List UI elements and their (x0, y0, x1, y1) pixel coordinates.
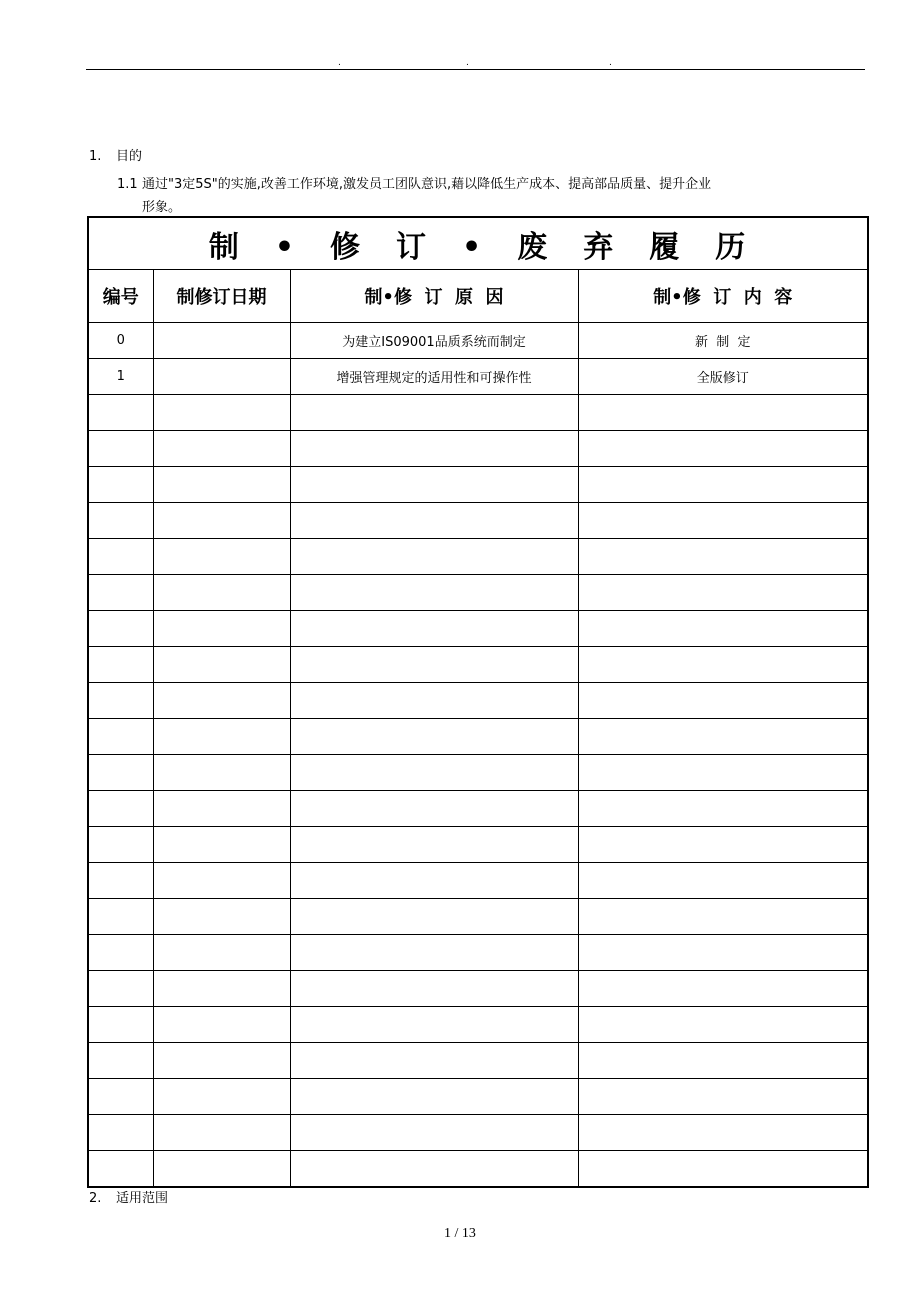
empty-cell (88, 827, 153, 863)
page-number: 1 / 13 (444, 1226, 476, 1241)
title-char: 订 (396, 229, 428, 265)
table-row (88, 1079, 868, 1115)
empty-cell (88, 971, 153, 1007)
empty-cell (578, 611, 868, 647)
empty-cell (578, 899, 868, 935)
empty-cell (153, 791, 290, 827)
empty-cell (153, 683, 290, 719)
empty-cell (578, 395, 868, 431)
table-row (88, 827, 868, 863)
empty-cell (578, 1007, 868, 1043)
header-dot: . (338, 58, 341, 68)
empty-cell (290, 1115, 578, 1151)
column-header-date: 制修订日期 (153, 270, 290, 323)
empty-cell (153, 1151, 290, 1188)
cell-reason: 增强管理规定的适用性和可操作性 (290, 359, 578, 395)
section-1-1-paragraph (117, 173, 869, 219)
empty-cell (153, 827, 290, 863)
empty-cell (153, 719, 290, 755)
empty-cell (153, 395, 290, 431)
table-row (88, 719, 868, 755)
table-row (88, 431, 868, 467)
table-row (88, 647, 868, 683)
title-char: 弃 (583, 229, 616, 265)
empty-cell (290, 1043, 578, 1079)
column-header-content: 制•修 订 内 容 (578, 270, 868, 323)
empty-cell (153, 1115, 290, 1151)
empty-cell (290, 611, 578, 647)
section-1-heading (89, 149, 142, 165)
empty-cell (290, 503, 578, 539)
empty-cell (153, 863, 290, 899)
table-row (88, 611, 868, 647)
cell-content: 新 制 定 (578, 323, 868, 359)
empty-cell (578, 683, 868, 719)
cell-date (153, 359, 290, 395)
empty-cell (88, 791, 153, 827)
table-row (88, 1115, 868, 1151)
empty-cell (578, 755, 868, 791)
cell-number: 1 (88, 359, 153, 395)
table-row (88, 359, 868, 395)
title-char: 履 (649, 229, 682, 265)
empty-cell (290, 863, 578, 899)
empty-cell (290, 1151, 578, 1188)
table-row (88, 395, 868, 431)
empty-cell (88, 899, 153, 935)
empty-cell (290, 827, 578, 863)
column-header-number: 编号 (88, 270, 153, 323)
empty-cell (88, 611, 153, 647)
empty-cell (88, 719, 153, 755)
empty-cell (88, 1115, 153, 1151)
table-row (88, 971, 868, 1007)
empty-cell (153, 575, 290, 611)
item-text-line1: 通过"3定5S"的实施,改善工作环境,激发员工团队意识,藉以降低生产成本、提高部品质量、提升企业 (142, 177, 712, 192)
empty-cell (290, 431, 578, 467)
title-char: 废 (517, 229, 550, 265)
empty-cell (88, 467, 153, 503)
empty-cell (153, 611, 290, 647)
empty-cell (290, 1079, 578, 1115)
empty-cell (578, 791, 868, 827)
empty-cell (88, 683, 153, 719)
table-row (88, 899, 868, 935)
empty-cell (88, 863, 153, 899)
empty-rows (88, 395, 868, 1188)
title-char: 修 (330, 229, 362, 265)
title-char: 历 (715, 229, 748, 265)
empty-cell (153, 935, 290, 971)
table-row (88, 503, 868, 539)
table-row (88, 935, 868, 971)
empty-cell (153, 1007, 290, 1043)
table-title (88, 217, 868, 270)
item-text-line2: 形象。 (142, 200, 182, 215)
table-row (88, 755, 868, 791)
empty-cell (290, 647, 578, 683)
empty-cell (153, 647, 290, 683)
empty-cell (578, 539, 868, 575)
table-row (88, 575, 868, 611)
empty-cell (88, 647, 153, 683)
empty-cell (578, 827, 868, 863)
cell-content: 全版修订 (578, 359, 868, 395)
section-2-heading (89, 1191, 168, 1207)
table-row (88, 1007, 868, 1043)
table-row (88, 467, 868, 503)
header-rule (86, 69, 865, 70)
empty-cell (578, 935, 868, 971)
empty-cell (153, 971, 290, 1007)
empty-cell (578, 719, 868, 755)
empty-cell (578, 503, 868, 539)
section-number: 1. (89, 149, 102, 164)
empty-cell (153, 1079, 290, 1115)
title-char: • (274, 229, 296, 265)
empty-cell (290, 971, 578, 1007)
table-row (88, 791, 868, 827)
section-number: 2. (89, 1191, 102, 1206)
empty-cell (290, 539, 578, 575)
empty-cell (88, 1079, 153, 1115)
empty-cell (578, 431, 868, 467)
section-title: 目的 (116, 149, 143, 164)
table-row (88, 683, 868, 719)
empty-cell (290, 467, 578, 503)
empty-cell (290, 683, 578, 719)
empty-cell (153, 1043, 290, 1079)
empty-cell (578, 467, 868, 503)
empty-cell (153, 467, 290, 503)
empty-cell (578, 575, 868, 611)
cell-reason: 为建立IS09001品质系统而制定 (290, 323, 578, 359)
empty-cell (290, 719, 578, 755)
empty-cell (88, 755, 153, 791)
empty-cell (153, 503, 290, 539)
table-row (88, 1043, 868, 1079)
empty-cell (578, 1079, 868, 1115)
revision-history-table (87, 216, 869, 1188)
title-char: • (462, 229, 484, 265)
empty-cell (153, 431, 290, 467)
empty-cell (290, 575, 578, 611)
empty-cell (88, 575, 153, 611)
cell-number: 0 (88, 323, 153, 359)
table-row (88, 323, 868, 359)
empty-cell (88, 395, 153, 431)
column-header-reason: 制•修 订 原 因 (290, 270, 578, 323)
table-row (88, 1151, 868, 1188)
empty-cell (578, 1115, 868, 1151)
empty-cell (153, 899, 290, 935)
empty-cell (290, 755, 578, 791)
table-row (88, 863, 868, 899)
empty-cell (88, 431, 153, 467)
empty-cell (578, 647, 868, 683)
empty-cell (290, 935, 578, 971)
empty-cell (290, 899, 578, 935)
empty-cell (290, 395, 578, 431)
empty-cell (88, 503, 153, 539)
section-title: 适用范围 (116, 1191, 169, 1206)
empty-cell (88, 1007, 153, 1043)
item-number: 1.1 (117, 177, 138, 192)
empty-cell (153, 755, 290, 791)
empty-cell (153, 539, 290, 575)
empty-cell (290, 1007, 578, 1043)
table-row (88, 539, 868, 575)
cell-date (153, 323, 290, 359)
empty-cell (578, 971, 868, 1007)
empty-cell (88, 1043, 153, 1079)
empty-cell (578, 1043, 868, 1079)
header-dot: . (609, 58, 612, 68)
title-char: 制 (208, 229, 241, 265)
header-dot: . (466, 58, 469, 68)
empty-cell (578, 1151, 868, 1188)
empty-cell (88, 1151, 153, 1188)
empty-cell (88, 539, 153, 575)
empty-cell (88, 935, 153, 971)
empty-cell (290, 791, 578, 827)
empty-cell (578, 863, 868, 899)
